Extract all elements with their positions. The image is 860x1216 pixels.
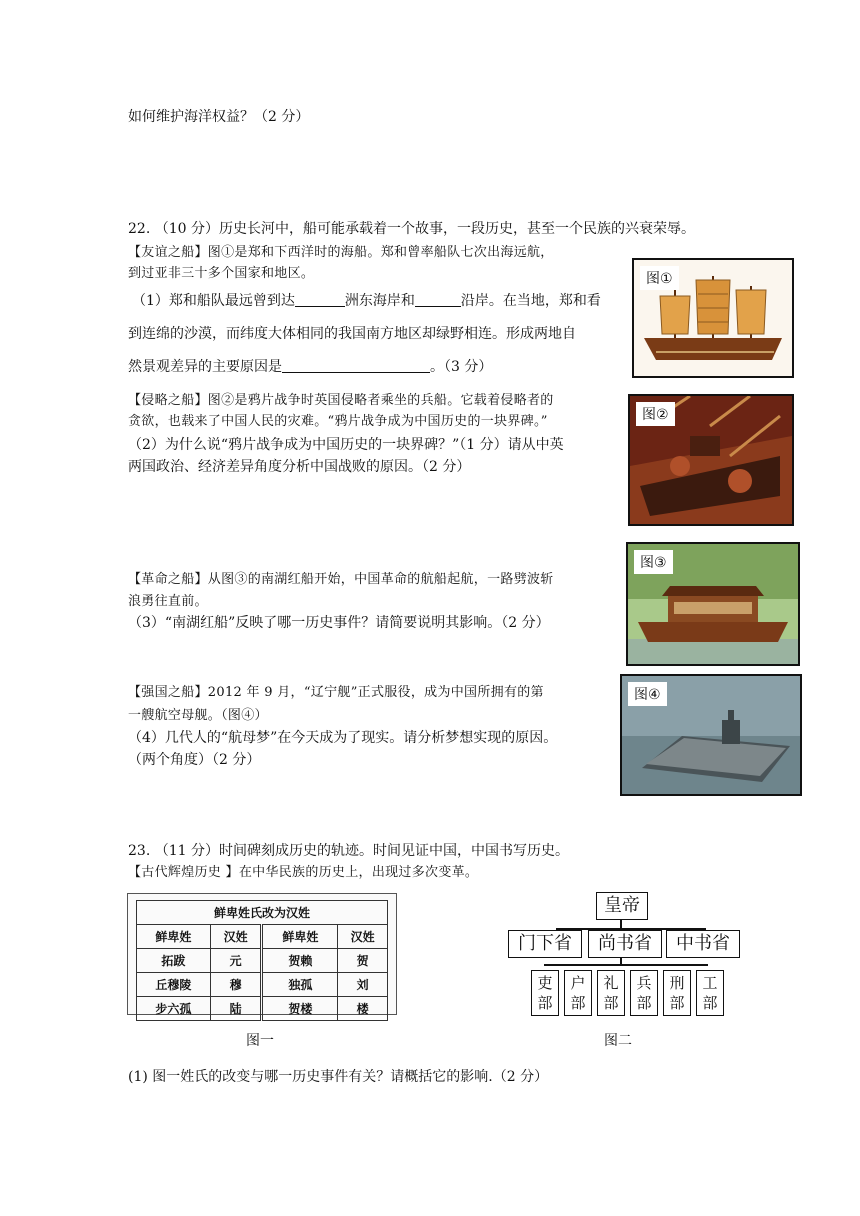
q22-4-line-1: （4）几代人的“航母梦”在今天成为了现实。请分析梦想实现的原因。 bbox=[128, 730, 558, 746]
org-connector bbox=[544, 964, 708, 966]
table-header: 汉姓 bbox=[338, 925, 388, 949]
answer-blank-coast[interactable] bbox=[415, 292, 461, 307]
surname-change-table bbox=[127, 893, 397, 1015]
q22-3-text: （3）“南湖红船”反映了哪一历史事件？请简要说明其影响。（2 分） bbox=[128, 615, 550, 631]
table-cell: 陆 bbox=[210, 997, 262, 1021]
table-cell: 贺赖 bbox=[262, 949, 338, 973]
table-cell: 贺 bbox=[338, 949, 388, 973]
org-dept-li: 吏部 bbox=[531, 970, 559, 1016]
friendship-head-1: 【友谊之船】图①是郑和下西洋时的海船。郑和曾率船队七次出海远航， bbox=[128, 245, 554, 260]
q22-1-line-3b: 。（3 分） bbox=[430, 359, 493, 375]
figure-2-label: 图② bbox=[636, 402, 675, 426]
table-header: 汉姓 bbox=[210, 925, 262, 949]
q22-2-line-2: 两国政治、经济差异角度分析中国战败的原因。（2 分） bbox=[128, 459, 471, 475]
friendship-head-2: 到过亚非三十多个国家和地区。 bbox=[128, 266, 315, 281]
table-header: 鲜卑姓 bbox=[137, 925, 211, 949]
figure-4-label: 图④ bbox=[628, 682, 667, 706]
org-dept-bing: 兵部 bbox=[630, 970, 658, 1016]
q22-1-part-c: 沿岸。在当地，郑和看 bbox=[460, 293, 601, 309]
figure-caption-2: 图二 bbox=[604, 1033, 632, 1049]
org-dept-li-rites: 礼部 bbox=[597, 970, 625, 1016]
q22-1-part-a: （1）郑和船队最远曾到达 bbox=[132, 293, 295, 309]
table-cell: 独孤 bbox=[262, 973, 338, 997]
figure-4-aircraft-carrier bbox=[620, 674, 802, 796]
org-zhongshu: 中书省 bbox=[666, 930, 740, 958]
aggression-head-2: 贪欲，也载来了中国人民的灾难。“鸦片战争成为中国历史的一块界碑。” bbox=[128, 414, 548, 429]
q22-4-line-2: （两个角度）（2 分） bbox=[128, 752, 261, 768]
q22-intro: 22. （10 分）历史长河中，船可能承载着一个故事，一段历史，甚至一个民族的兴衰荣辱。 bbox=[128, 221, 695, 237]
power-head-2: 一艘航空母舰。（图④） bbox=[128, 708, 268, 723]
figure-3-red-boat bbox=[626, 542, 800, 666]
table-row bbox=[137, 949, 388, 973]
power-head-1: 【强国之船】2012 年 9 月，“辽宁舰”正式服役，成为中国所拥有的第 bbox=[128, 685, 544, 700]
revolution-head-1: 【革命之船】从图③的南湖红船开始，中国革命的航船起航，一路劈波斩 bbox=[128, 572, 554, 587]
q22-2-line-1: （2）为什么说“鸦片战争成为中国历史的一块界碑？”（1 分）请从中英 bbox=[128, 437, 564, 453]
q22-1-part-b: 洲东海岸和 bbox=[344, 293, 415, 309]
table-cell: 丘穆陵 bbox=[137, 973, 211, 997]
table-row bbox=[137, 973, 388, 997]
q22-1-line-1 bbox=[132, 292, 601, 310]
figure-3-label: 图③ bbox=[634, 550, 673, 574]
org-menxia: 门下省 bbox=[508, 930, 582, 958]
figure-caption-1: 图一 bbox=[246, 1033, 274, 1049]
table-header-row bbox=[137, 925, 388, 949]
q21-tail-text: 如何维护海洋权益？（2 分） bbox=[128, 109, 310, 125]
aggression-head-1: 【侵略之船】图②是鸦片战争时英国侵略者乘坐的兵船。它载着侵略者的 bbox=[128, 393, 554, 408]
figure-1-label: 图① bbox=[640, 266, 679, 290]
q22-1-line-3a: 然景观差异的主要原因是 bbox=[128, 359, 282, 375]
figure-2-warship bbox=[628, 394, 794, 526]
q23-ancient-head: 【古代辉煌历史 】在中华民族的历史上，出现过多次变革。 bbox=[128, 865, 479, 880]
answer-blank-continent[interactable] bbox=[295, 292, 345, 307]
table-cell: 楼 bbox=[338, 997, 388, 1021]
q23-1-text: (1) 图一姓氏的改变与哪一历史事件有关？请概括它的影响.（2 分） bbox=[128, 1069, 549, 1085]
table-title: 鲜卑姓氏改为汉姓 bbox=[137, 901, 388, 925]
figure-1-treasure-ship bbox=[632, 258, 794, 378]
q22-1-line-3 bbox=[128, 358, 492, 376]
table-header: 鲜卑姓 bbox=[262, 925, 338, 949]
table-cell: 元 bbox=[210, 949, 262, 973]
table-cell: 步六孤 bbox=[137, 997, 211, 1021]
table-row bbox=[137, 997, 388, 1021]
org-dept-gong: 工部 bbox=[696, 970, 724, 1016]
q23-intro: 23. （11 分）时间碑刻成历史的轨迹。时间见证中国，中国书写历史。 bbox=[128, 843, 569, 859]
q22-1-line-2: 到连绵的沙漠，而纬度大体相同的我国南方地区却绿野相连。形成两地自 bbox=[128, 326, 576, 342]
org-dept-hu: 户部 bbox=[564, 970, 592, 1016]
org-emperor: 皇帝 bbox=[596, 892, 648, 920]
org-dept-xing: 刑部 bbox=[663, 970, 691, 1016]
revolution-head-2: 浪勇往直前。 bbox=[128, 594, 208, 609]
org-shangshu: 尚书省 bbox=[588, 930, 662, 958]
table-cell: 拓跋 bbox=[137, 949, 211, 973]
table-cell: 穆 bbox=[210, 973, 262, 997]
table-cell: 贺楼 bbox=[262, 997, 338, 1021]
answer-blank-reason[interactable] bbox=[282, 358, 430, 373]
table-cell: 刘 bbox=[338, 973, 388, 997]
